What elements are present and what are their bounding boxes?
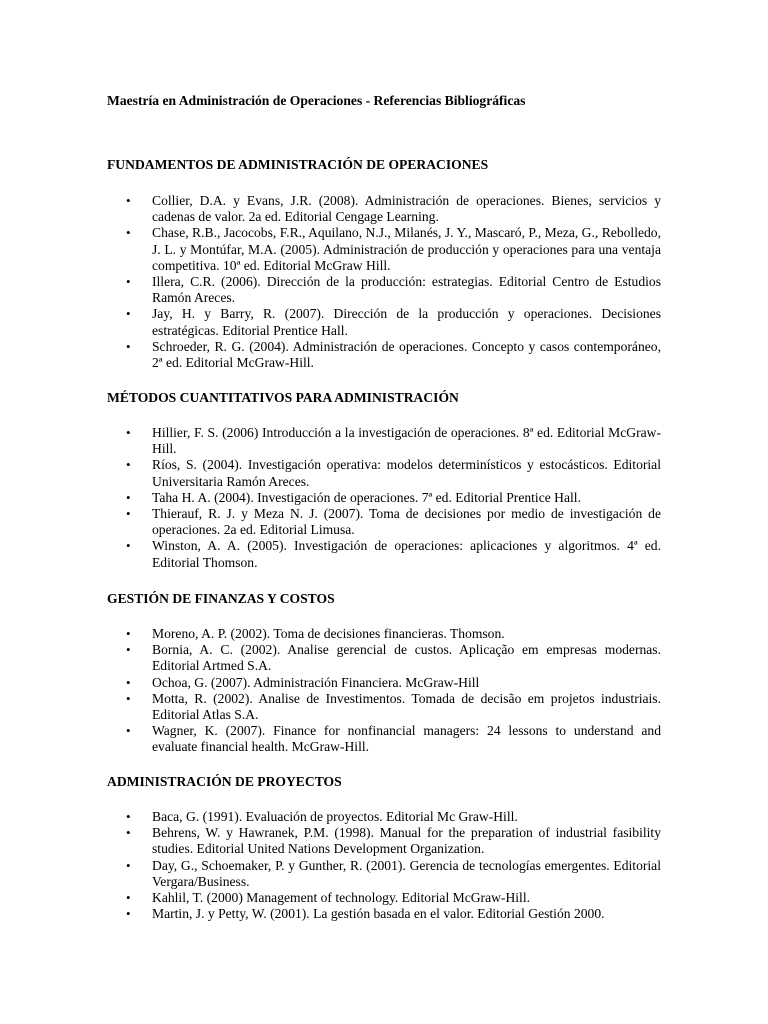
- reference-item: • Day, G., Schoemaker, P. y Gunther, R. (2001). Gerencia de tecnologías emergentes. Editorial Vergara/Business.: [126, 857, 661, 889]
- reference-item: • Wagner, K. (2007). Finance for nonfinancial managers: 24 lessons to understand and evaluate financial health. McGraw-Hill.: [126, 723, 661, 755]
- reference-item: • Martin, J. y Petty, W. (2001). La gestión basada en el valor. Editorial Gestión 2000.: [126, 906, 605, 922]
- reference-item: • Hillier, F. S. (2006) Introducción a la investigación de operaciones. 8ª ed. Editorial McGraw-Hill.: [126, 425, 661, 457]
- reference-item: • Winston, A. A. (2005). Investigación de operaciones: aplicaciones y algoritmos. 4ª ed. Editorial Thomson.: [126, 538, 661, 570]
- reference-item: • Illera, C.R. (2006). Dirección de la producción: estrategias. Editorial Centro de Estudios Ramón Areces.: [126, 274, 661, 306]
- bullet-icon: •: [126, 193, 131, 208]
- bullet-icon: •: [126, 690, 131, 706]
- section-heading-finanzas: GESTIÓN DE FINANZAS Y COSTOS: [107, 591, 335, 606]
- bullet-icon: •: [126, 642, 131, 658]
- bullet-icon: •: [126, 538, 131, 554]
- reference-item: • Thierauf, R. J. y Meza N. J. (2007). Toma de decisiones por medio de investigación de operaciones. 2a ed. Editorial Limusa.: [126, 506, 661, 538]
- reference-item: • Jay, H. y Barry, R. (2007). Dirección de la producción y operaciones. Decisiones estratégicas. Editorial Prentice Hall.: [126, 306, 661, 338]
- reference-item: • Ríos, S. (2004). Investigación operativa: modelos determinísticos y estocásticos. Editorial Universitaria Ramón Areces.: [126, 457, 661, 489]
- reference-item: • Kahlil, T. (2000) Management of technology. Editorial McGraw-Hill.: [126, 890, 531, 906]
- section-heading-metodos: MÉTODOS CUANTITATIVOS PARA ADMINISTRACIÓN: [107, 390, 459, 405]
- bullet-icon: •: [126, 723, 131, 739]
- bullet-icon: •: [126, 489, 131, 505]
- section-heading-proyectos: ADMINISTRACIÓN DE PROYECTOS: [107, 774, 342, 789]
- bullet-icon: •: [126, 626, 131, 641]
- bullet-icon: •: [126, 506, 131, 522]
- reference-item: • Taha H. A. (2004). Investigación de operaciones. 7ª ed. Editorial Prentice Hall.: [126, 489, 581, 505]
- bullet-icon: •: [126, 457, 131, 473]
- bullet-icon: •: [126, 338, 131, 354]
- reference-item: • Ochoa, G. (2007). Administración Financiera. McGraw-Hill: [126, 674, 480, 690]
- document-title: Maestría en Administración de Operaciones - Referencias Bibliográficas: [107, 93, 526, 108]
- reference-list-metodos: [107, 425, 661, 571]
- bullet-icon: •: [126, 674, 131, 690]
- reference-item: • Collier, D.A. y Evans, J.R. (2008). Administración de operaciones. Bienes, servicios y cadenas de valor. 2a ed. Editorial Cengage Learning.: [126, 193, 661, 225]
- bullet-icon: •: [126, 890, 131, 906]
- reference-item: • Baca, G. (1991). Evaluación de proyectos. Editorial Mc Graw-Hill.: [126, 809, 518, 824]
- reference-item: • Motta, R. (2002). Analise de Investimentos. Tomada de decisão em projetos industriais. Editorial Atlas S.A.: [126, 690, 661, 723]
- reference-list-finanzas: [107, 626, 661, 756]
- bullet-icon: •: [126, 857, 131, 873]
- bullet-icon: •: [126, 306, 131, 322]
- bullet-icon: •: [126, 825, 131, 841]
- reference-item: • Schroeder, R. G. (2004). Administración de operaciones. Concepto y casos contemporáneo, 2ª ed. Editorial McGraw-Hill.: [126, 338, 661, 371]
- bullet-icon: •: [126, 906, 131, 922]
- reference-list-fundamentos: [107, 193, 661, 371]
- bullet-icon: •: [126, 809, 131, 824]
- section-heading-fundamentos: FUNDAMENTOS DE ADMINISTRACIÓN DE OPERACIONES: [107, 157, 489, 172]
- reference-item: • Moreno, A. P. (2002). Toma de decisiones financieras. Thomson.: [126, 626, 505, 641]
- reference-item: • Bornia, A. C. (2002). Analise gerencial de custos. Aplicação em empresas modernas. Editorial Artmed S.A.: [126, 642, 661, 674]
- reference-item: • Behrens, W. y Hawranek, P.M. (1998). Manual for the preparation of industrial fasibility studies. Editorial United Nations Development Organization.: [126, 825, 661, 857]
- bullet-icon: •: [126, 425, 131, 440]
- bullet-icon: •: [126, 274, 131, 290]
- reference-item: • Chase, R.B., Jacocobs, F.R., Aquilano, N.J., Milanés, J. Y., Mascaró, P., Meza, G., Rebolledo, J. L. y Montúfar, M.A. (2005). Administración de producción y operaciones para una ventaja competitiva. 10ª ed. Editorial McGraw Hill.: [126, 225, 661, 273]
- bullet-icon: •: [126, 225, 131, 241]
- reference-list-proyectos: [107, 809, 661, 922]
